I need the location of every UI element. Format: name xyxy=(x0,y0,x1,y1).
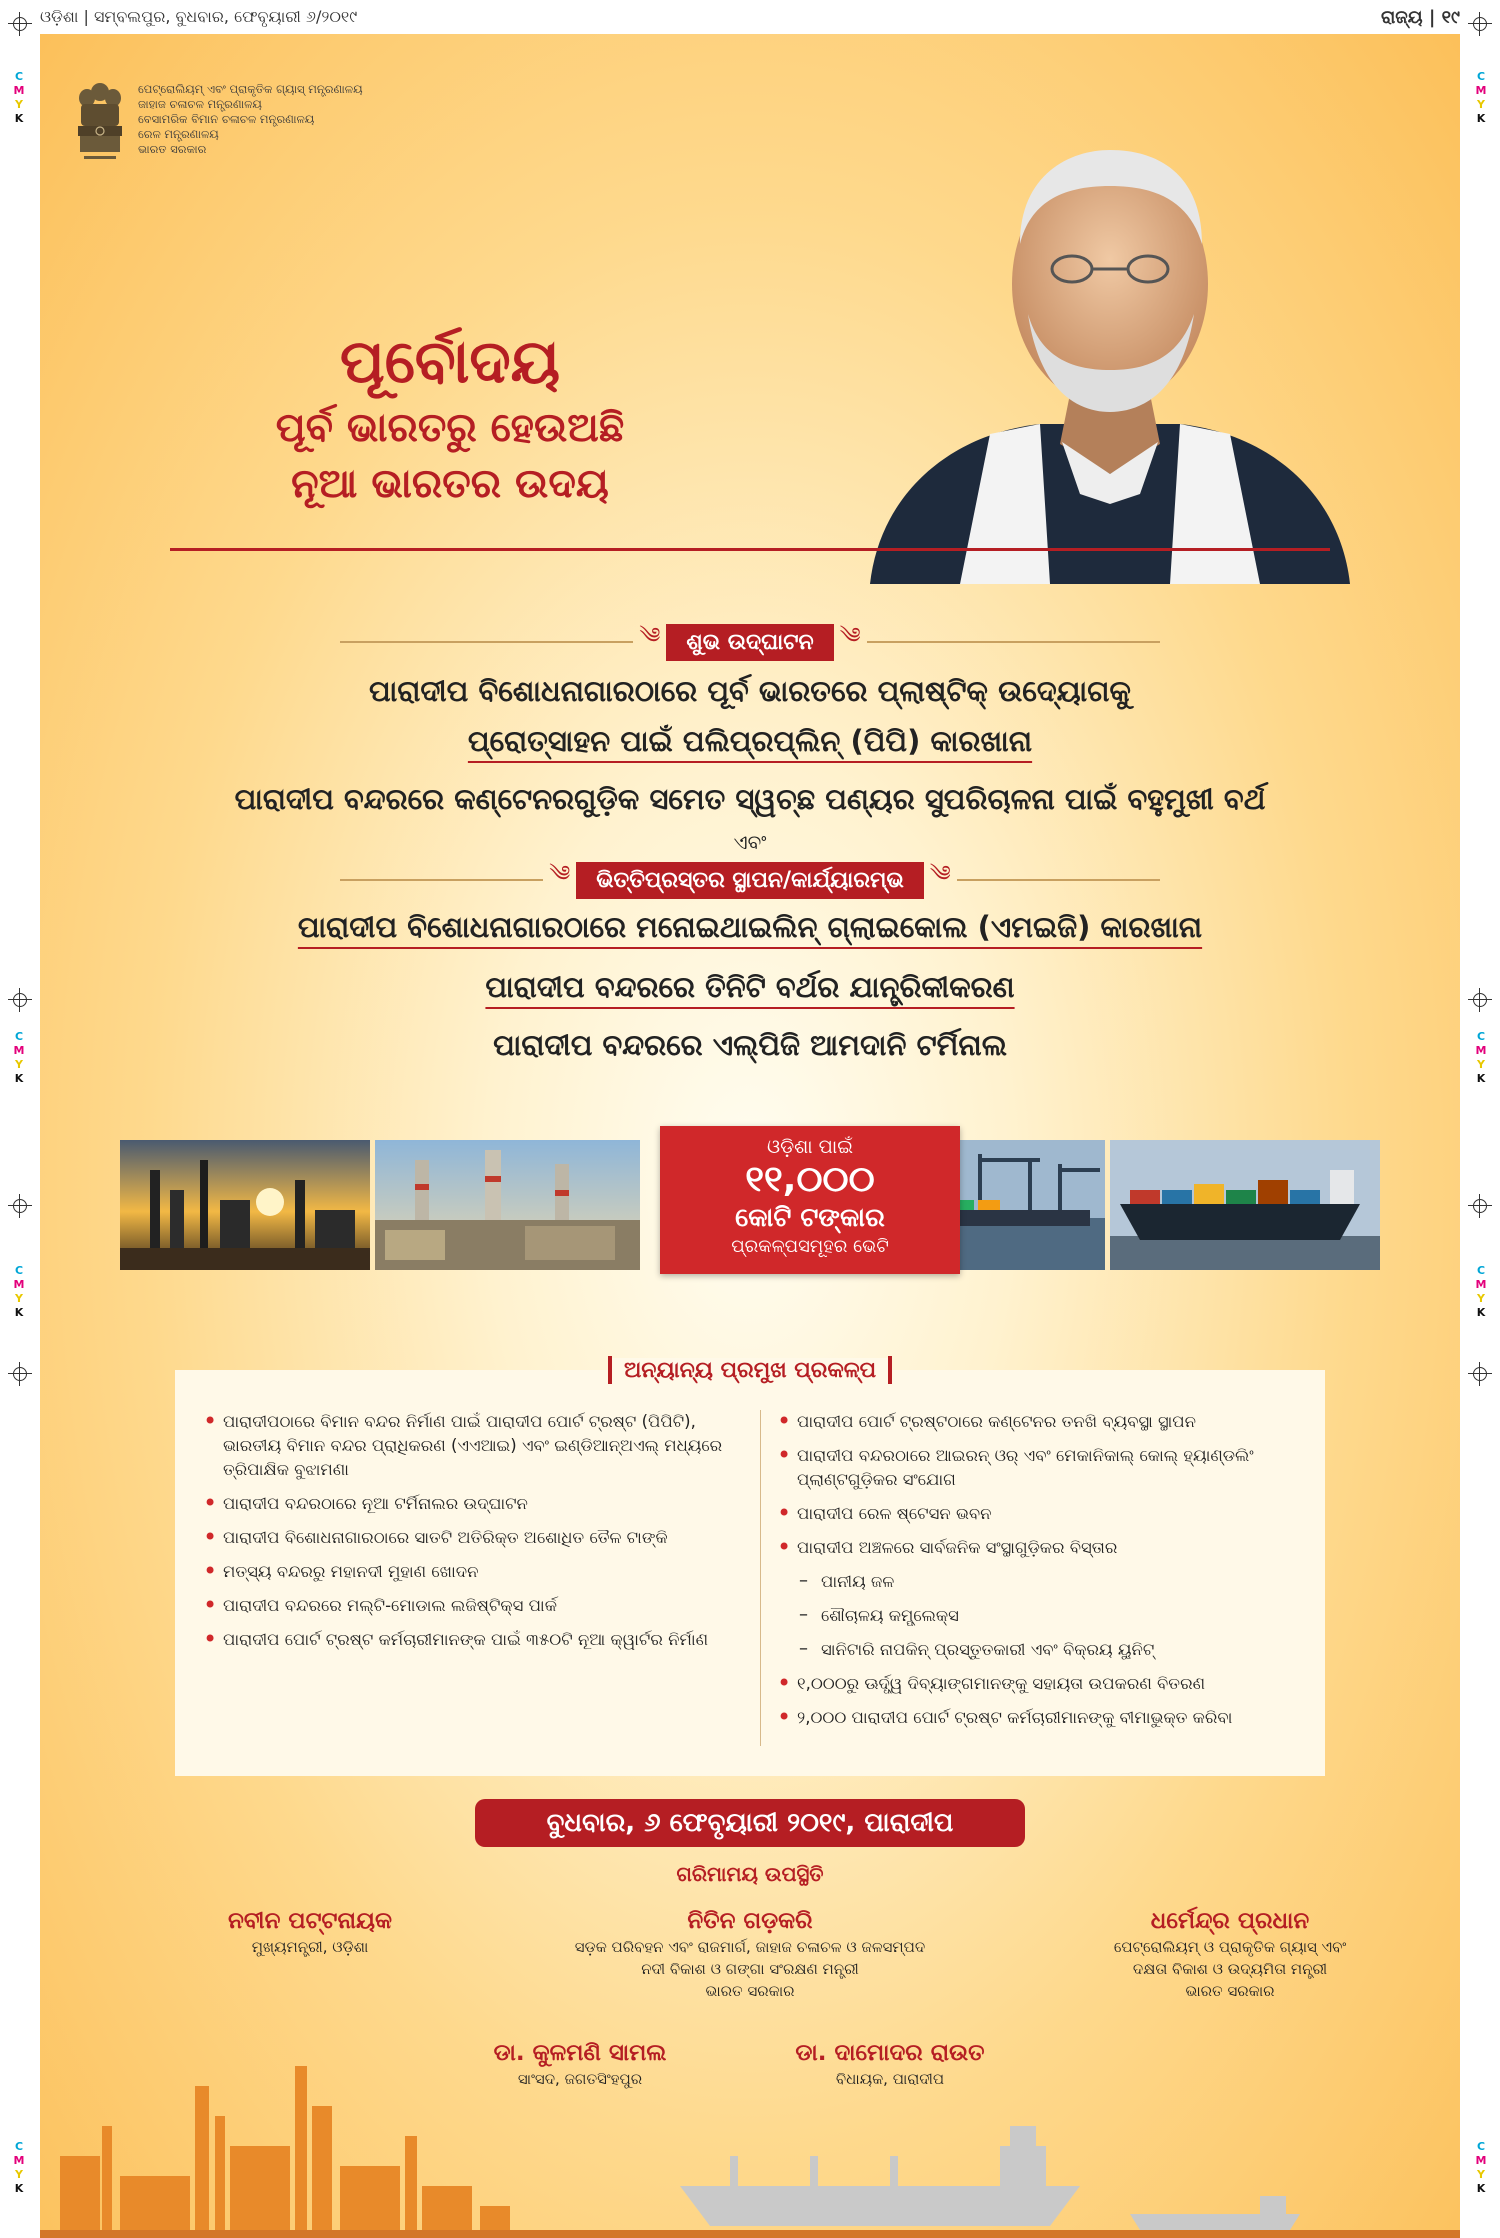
dignitary-name: ଡା. ଦାମୋଦର ରାଉତ xyxy=(795,2040,985,2066)
color-bar-right-low: C M Y K xyxy=(1475,1264,1487,1319)
prime-minister-portrait xyxy=(840,94,1380,584)
project-list-item: • ପାରାଦୀପ ଅଞ୍ଚଳରେ ସାର୍ବଜନିକ ସଂସ୍ଥାଗୁଡ଼ିକର ବିସ୍ତାର xyxy=(775,1536,1305,1560)
cargo-ship-photo xyxy=(1110,1140,1380,1270)
projects-left-column xyxy=(201,1410,746,1662)
dignitary-card xyxy=(490,1906,1010,2002)
dignitary-name: ଡା. କୁଳମଣି ସାମଲ xyxy=(493,2040,667,2066)
project-list-item: • ପାରାଦୀପ ପୋର୍ଟ ଟ୍ରଷ୍ଟଠାରେ କଣ୍ଟେନର ତନଖି ବ୍ୟବସ୍ଥା ସ୍ଥାପନ xyxy=(775,1410,1305,1434)
investment-banner xyxy=(660,1126,960,1274)
project-list-item: • ପାରାଦୀପ ବନ୍ଦରଠାରେ ଆଇରନ୍ ଓର୍ ଏବଂ ମେକାନିକାଲ୍ କୋଲ୍ ହ୍ୟାଣ୍ଡଲିଂ ପ୍ଲାଣ୍ଟଗୁଡ଼ିକର ସଂଯୋଗ xyxy=(775,1444,1305,1492)
column-divider xyxy=(760,1410,761,1746)
hero-title: ପୂର୍ବୋଦୟ xyxy=(339,327,561,397)
inauguration-item: ପାରାଦୀପ ବନ୍ଦରରେ କଣ୍ଟେନରଗୁଡ଼ିକ ସମେତ ସ୍ୱଚ୍ଛ ପଣ୍ୟର ସୁପରିଚାଳନା ପାଇଁ ବହୁମୁଖୀ ବର୍ଥ xyxy=(234,782,1266,816)
heading-rule xyxy=(957,879,1160,881)
ministries-list xyxy=(138,82,363,157)
other-projects-heading xyxy=(585,1350,915,1390)
ministry-line: ବେସାମରିକ ବିମାନ ଚଳାଚଳ ମନ୍ତ୍ରଣାଳୟ xyxy=(138,112,315,126)
project-list-item: • ୨,୦୦୦ ପାରାଦୀପ ପୋର୍ଟ ଟ୍ରଷ୍ଟ କର୍ମଚାରୀମାନଙ୍କୁ ବୀମାଭୁକ୍ତ କରିବା xyxy=(775,1706,1305,1730)
page-label: ରାଜ୍ୟ | ୧୯ xyxy=(1380,6,1460,28)
foundation-item: ପାରାଦୀପ ବିଶୋଧନାଗାରଠାରେ ମନୋଇଥାଇଲିନ୍ ଗ୍ଲାଇକୋଲ (ଏମଇଜି) କାରଖାନା xyxy=(297,910,1203,944)
dignitary-name: ନିତିନ ଗଡ଼କରି xyxy=(687,1908,813,1934)
flourish-icon: ༄ xyxy=(549,862,571,887)
heading-rule xyxy=(340,879,543,881)
newspaper-header-strip xyxy=(0,0,1500,34)
project-sub-item: – ସାନିଟାରି ନାପକିନ୍ ପ୍ରସ୍ତୁତକାରୀ ଏବଂ ବିକ୍ରୟ ୟୁନିଟ୍ xyxy=(775,1638,1305,1662)
registration-mark-icon xyxy=(8,12,32,36)
flourish-icon: ༄ xyxy=(839,624,861,649)
newspaper-dateline: ଓଡ଼ିଶା | ସମ୍ବଲପୁର, ବୁଧବାର, ଫେବୃୟାରୀ ୬/୨୦୧୯ xyxy=(40,7,358,26)
project-photo-strip xyxy=(120,1136,1380,1270)
event-date-place: ବୁଧବାର, ୬ ଫେବୃୟାରୀ ୨୦୧୯, ପାରାଦୀପ xyxy=(475,1799,1025,1847)
project-list-item: • ପାରାଦୀପ ରେଳ ଷ୍ଟେସନ ଭବନ xyxy=(775,1502,1305,1526)
dignitary-role: ସଡ଼କ ପରିବହନ ଏବଂ ରାଜମାର୍ଗ, ଜାହାଜ ଚଳାଚଳ ଓ ଜଳସମ୍ପଦ xyxy=(574,1938,926,1956)
dignitary-name: ଧର୍ମେନ୍ଦ୍ର ପ୍ରଧାନ xyxy=(1150,1908,1310,1934)
color-bar-right-top: C M Y K xyxy=(1475,70,1487,125)
projects-right-column xyxy=(775,1410,1305,1740)
hero-subtitle-line2: ନୂଆ ଭାରତର ଉଦୟ xyxy=(291,461,609,507)
conjunction-text: ଏବଂ xyxy=(733,830,767,854)
dignitary-role: ନଦୀ ବିକାଶ ଓ ଗଙ୍ଗା ସଂରକ୍ଷଣ ମନ୍ତ୍ରୀ xyxy=(641,1960,859,1978)
dignitary-card xyxy=(170,1906,450,1958)
project-sub-item: – ଶୌଚାଳୟ କମ୍ପ୍ଲେକ୍ସ xyxy=(775,1604,1305,1628)
hero-divider xyxy=(170,548,1330,551)
foundation-heading-label: ଭିତ୍ତିପ୍ରସ୍ତର ସ୍ଥାପନ/କାର୍ଯ୍ୟାରମ୍ଭ xyxy=(576,862,924,899)
banner-line3: କୋଟି ଟଙ୍କାର xyxy=(735,1203,885,1233)
project-list-item: • ୧,୦୦୦ରୁ ଊର୍ଦ୍ଧ୍ୱ ଦିବ୍ୟାଙ୍ଗମାନଙ୍କୁ ସହାୟତା ଉପକରଣ ବିତରଣ xyxy=(775,1672,1305,1696)
project-list-item: • ପାରାଦୀପଠାରେ ବିମାନ ବନ୍ଦର ନିର୍ମାଣ ପାଇଁ ପାରାଦୀପ ପୋର୍ଟ ଟ୍ରଷ୍ଟ (ପିପିଟି), ଭାରତୀୟ ବିମାନ ବନ୍ଦର ପ୍ରାଧିକରଣ (ଏଏଆଇ) ଏବଂ ଇଣ୍ଡିଆନ୍‌ଅଏଲ୍ ମଧ୍ୟରେ ତ୍ରିପାକ୍ଷିକ ବୁଝାମଣା xyxy=(201,1410,746,1482)
registration-mark-icon xyxy=(8,988,32,1012)
registration-mark-icon xyxy=(1468,988,1492,1012)
ministry-line: ପେଟ୍ରୋଲିୟମ୍ ଏବଂ ପ୍ରାକୃତିକ ଗ୍ୟାସ୍ ମନ୍ତ୍ରଣାଳୟ xyxy=(138,82,363,96)
government-advertisement xyxy=(40,34,1460,2238)
dignitary-role: ପେଟ୍ରୋଲିୟମ୍ ଓ ପ୍ରାକୃତିକ ଗ୍ୟାସ୍ ଏବଂ xyxy=(1113,1938,1347,1956)
other-projects-heading-label: ଅନ୍ୟାନ୍ୟ ପ୍ରମୁଖ ପ୍ରକଳ୍ପ xyxy=(612,1358,888,1383)
banner-line4: ପ୍ରକଳ୍ପସମୂହର ଭେଟି xyxy=(731,1236,889,1257)
project-list-item: • ପାରାଦୀପ ପୋର୍ଟ ଟ୍ରଷ୍ଟ କର୍ମଚାରୀମାନଙ୍କ ପାଇଁ ୩୫୦ଟି ନୂଆ କ୍ୱାର୍ଟର ନିର୍ମାଣ xyxy=(201,1628,746,1652)
industrial-plant-photo xyxy=(375,1140,640,1270)
registration-mark-icon xyxy=(1468,1362,1492,1386)
color-bar-left-low: C M Y K xyxy=(13,1264,25,1319)
project-list-item: • ମତ୍ସ୍ୟ ବନ୍ଦରରୁ ମହାନଦୀ ମୁହାଣ ଖୋଦନ xyxy=(201,1560,746,1584)
hero-title-block xyxy=(150,324,750,512)
dignitary-card xyxy=(1050,1906,1410,2002)
inauguration-item: ପାରାଦୀପ ବିଶୋଧନାଗାରଠାରେ ପୂର୍ବ ଭାରତରେ ପ୍ଲାଷ୍ଟିକ୍ ଉଦ୍ୟୋଗକୁ xyxy=(369,674,1131,708)
refinery-and-ships-skyline xyxy=(40,2046,1460,2238)
presence-heading: ଗରିମାମୟ ଉପସ୍ଥିତି xyxy=(676,1862,824,1886)
color-bar-left-top: C M Y K xyxy=(13,70,25,125)
heading-rule xyxy=(340,641,633,643)
inauguration-heading xyxy=(340,622,1160,662)
dignitary-name: ନବୀନ ପଟ୍ଟନାୟକ xyxy=(228,1908,392,1934)
color-bar-right-mid: C M Y K xyxy=(1475,1030,1487,1085)
heading-bar xyxy=(888,1356,892,1384)
refinery-photo xyxy=(120,1140,370,1270)
registration-mark-icon xyxy=(8,1194,32,1218)
banner-amount: ୧୧,୦୦୦ xyxy=(745,1159,875,1200)
registration-mark-icon xyxy=(1468,12,1492,36)
dignitary-role: ଭାରତ ସରକାର xyxy=(1185,1982,1275,2000)
dignitary-role: ବିଧାୟକ, ପାରାଦୀପ xyxy=(835,2070,945,2088)
project-list-item: • ପାରାଦୀପ ବନ୍ଦରରେ ମଲ୍ଟି-ମୋଡାଲ ଲଜିଷ୍ଟିକ୍ସ ପାର୍କ xyxy=(201,1594,746,1618)
color-bar-left-mid: C M Y K xyxy=(13,1030,25,1085)
dignitary-role: ଭାରତ ସରକାର xyxy=(705,1982,795,2000)
flourish-icon: ༄ xyxy=(929,862,951,887)
national-emblem-icon xyxy=(74,76,126,168)
foundation-item: ପାରାଦୀପ ବନ୍ଦରରେ ଏଲ୍‌ପିଜି ଆମଦାନି ଟର୍ମିନାଲ xyxy=(493,1028,1007,1062)
color-bar-right-bottom: C M Y K xyxy=(1475,2140,1487,2195)
heading-rule xyxy=(867,641,1160,643)
dignitary-role: ମୁଖ୍ୟମନ୍ତ୍ରୀ, ଓଡ଼ିଶା xyxy=(251,1938,369,1956)
project-list-item: • ପାରାଦୀପ ବନ୍ଦରଠାରେ ନୂଆ ଟର୍ମିନାଲର ଉଦ୍‌ଘାଟନ xyxy=(201,1492,746,1516)
registration-mark-icon xyxy=(1468,1194,1492,1218)
inauguration-item: ପ୍ରୋତ୍ସାହନ ପାଇଁ ପଲିପ୍ରପ୍ଲିନ୍ (ପିପି) କାରଖାନା xyxy=(467,724,1033,758)
hero-subtitle-line1: ପୂର୍ବ ଭାରତରୁ ହେଉଅଛି xyxy=(275,405,625,451)
dignitary-role: ସାଂସଦ, ଜଗତସିଂହପୁର xyxy=(517,2070,643,2088)
ministry-line: ରେଳ ମନ୍ତ୍ରଣାଳୟ xyxy=(138,127,219,141)
foundation-item: ପାରାଦୀପ ବନ୍ଦରରେ ତିନିଟି ବର୍ଥର ଯାନ୍ତ୍ରିକୀକରଣ xyxy=(485,970,1015,1004)
registration-mark-icon xyxy=(8,1362,32,1386)
dignitary-role: ଦକ୍ଷତା ବିକାଶ ଓ ଉଦ୍ୟମିତା ମନ୍ତ୍ରୀ xyxy=(1132,1960,1328,1978)
banner-line1: ଓଡ଼ିଶା ପାଇଁ xyxy=(766,1136,854,1158)
ministry-line: ଜାହାଜ ଚଳାଚଳ ମନ୍ତ୍ରଣାଳୟ xyxy=(138,97,262,111)
inauguration-heading-label: ଶୁଭ ଉଦ୍‌ଘାଟନ xyxy=(666,624,833,661)
project-list-item: • ପାରାଦୀପ ବିଶୋଧନାଗାରଠାରେ ସାତଟି ଅତିରିକ୍ତ ଅଶୋଧିତ ତୈଳ ଟାଙ୍କି xyxy=(201,1526,746,1550)
ministry-line: ଭାରତ ସରକାର xyxy=(138,142,207,156)
foundation-heading xyxy=(340,860,1160,900)
flourish-icon: ༄ xyxy=(639,624,661,649)
other-projects-box xyxy=(175,1357,1325,1776)
color-bar-left-bottom: C M Y K xyxy=(13,2140,25,2195)
project-sub-item: – ପାନୀୟ ଜଳ xyxy=(775,1570,1305,1594)
